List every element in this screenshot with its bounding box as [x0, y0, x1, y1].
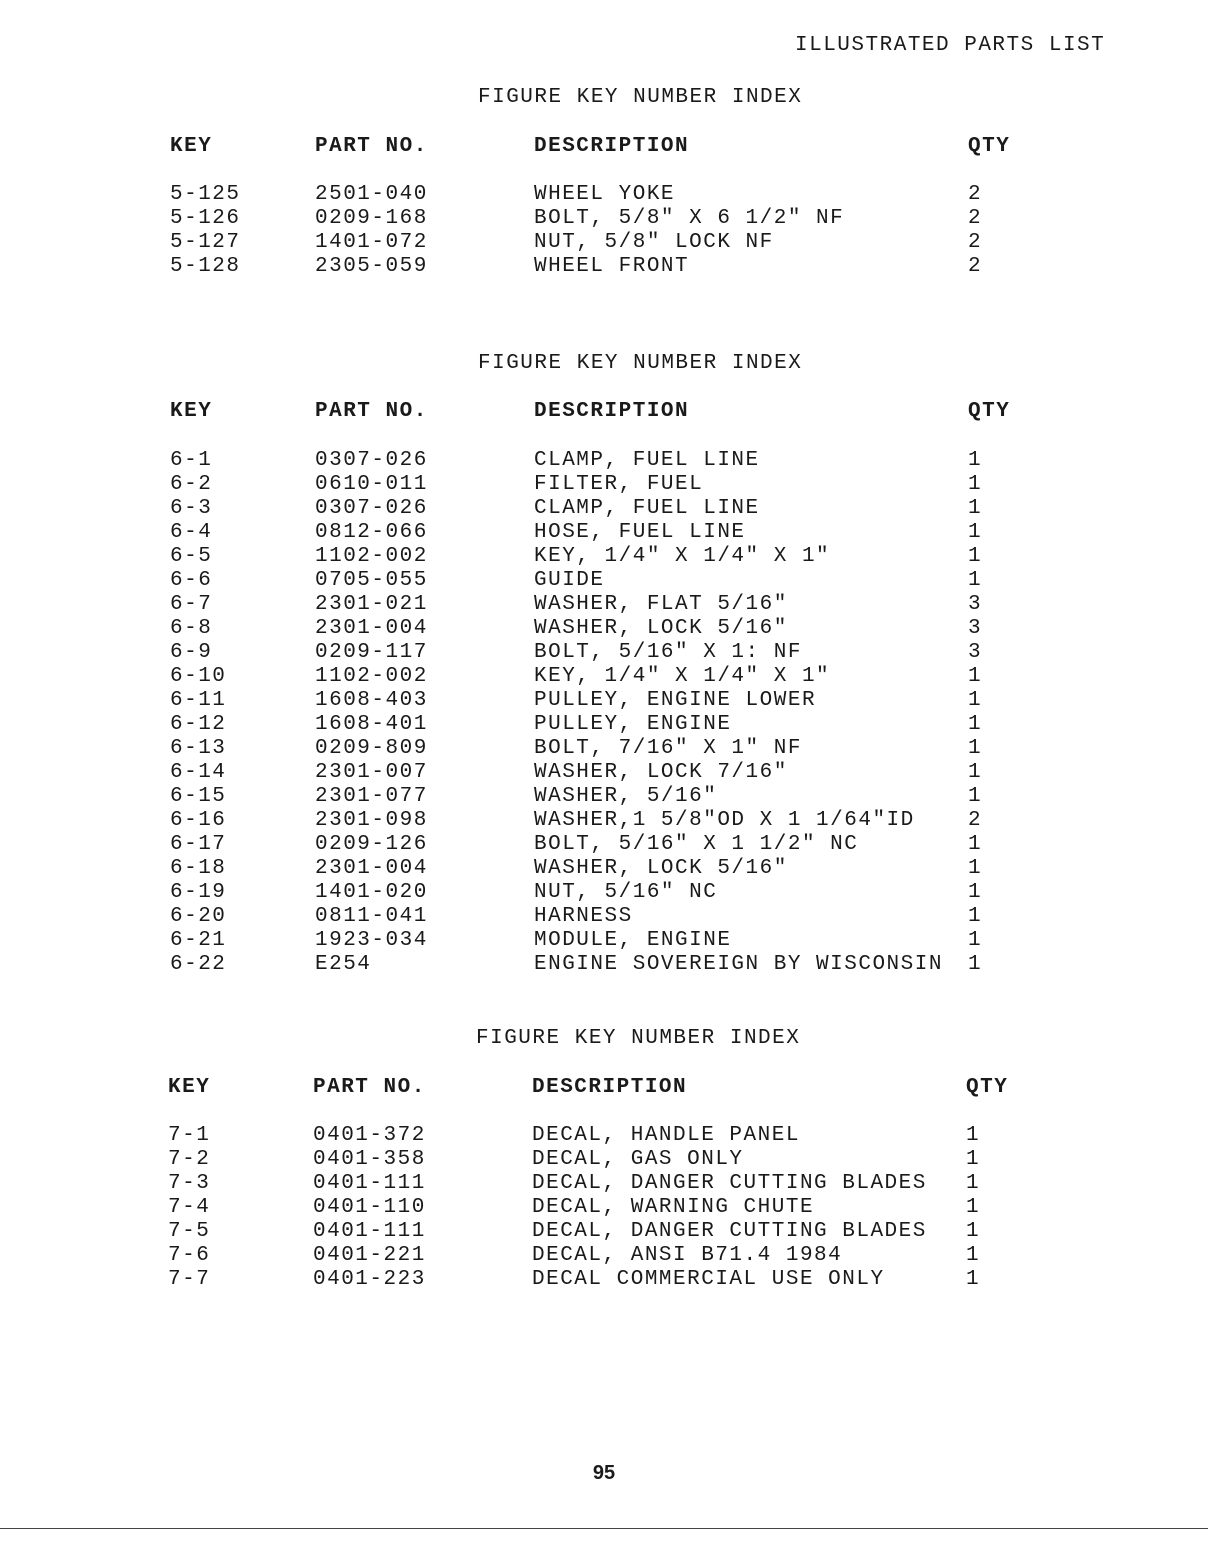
table-row	[0, 1196, 1206, 1220]
qty-cell: 1	[968, 857, 983, 880]
qty-cell: 1	[968, 545, 983, 568]
part-number-cell: 0401-358	[313, 1148, 426, 1171]
part-number-cell: 0610-011	[315, 473, 428, 496]
table-row	[0, 207, 1208, 231]
table-row	[0, 641, 1208, 665]
key-cell: 6-11	[170, 689, 227, 712]
description-cell: CLAMP, FUEL LINE	[534, 449, 760, 472]
key-cell: 6-22	[170, 953, 227, 976]
qty-cell: 3	[968, 641, 983, 664]
table-row	[0, 833, 1208, 857]
part-number-cell: 2301-021	[315, 593, 428, 616]
part-number-cell: 0209-809	[315, 737, 428, 760]
table-row	[0, 617, 1208, 641]
part-number-cell: 0401-223	[313, 1268, 426, 1291]
description-cell: BOLT, 5/16" X 1: NF	[534, 641, 802, 664]
table-row	[0, 255, 1208, 279]
key-cell: 6-13	[170, 737, 227, 760]
description-cell: WASHER, FLAT 5/16"	[534, 593, 788, 616]
table-row	[0, 929, 1208, 953]
qty-cell: 1	[968, 713, 983, 736]
part-number-cell: 0401-111	[313, 1220, 426, 1243]
key-cell: 7-3	[168, 1172, 211, 1195]
table-row	[0, 1268, 1206, 1292]
key-cell: 6-15	[170, 785, 227, 808]
table-row	[0, 521, 1208, 545]
description-cell: NUT, 5/16" NC	[534, 881, 718, 904]
description-cell: GUIDE	[534, 569, 605, 592]
footer-divider	[0, 1528, 1208, 1529]
key-cell: 6-19	[170, 881, 227, 904]
table-row	[0, 905, 1208, 929]
part-number-cell: 0307-026	[315, 497, 428, 520]
qty-cell: 2	[968, 207, 983, 230]
description-cell: ENGINE SOVEREIGN BY WISCONSIN	[534, 953, 943, 976]
column-header-key: KEY	[170, 400, 213, 423]
table-row	[0, 473, 1208, 497]
qty-cell: 1	[966, 1244, 981, 1267]
qty-cell: 2	[968, 183, 983, 206]
table-row	[0, 231, 1208, 255]
part-number-cell: 2501-040	[315, 183, 428, 206]
description-cell: WHEEL YOKE	[534, 183, 676, 206]
qty-cell: 1	[968, 449, 983, 472]
key-cell: 7-7	[168, 1268, 211, 1291]
column-header-qty: QTY	[968, 135, 1011, 158]
description-cell: PULLEY, ENGINE LOWER	[534, 689, 817, 712]
key-cell: 7-4	[168, 1196, 211, 1219]
key-cell: 6-20	[170, 905, 227, 928]
part-number-cell: 0209-117	[315, 641, 428, 664]
key-cell: 7-6	[168, 1244, 211, 1267]
key-cell: 5-126	[170, 207, 241, 230]
table-row	[0, 593, 1208, 617]
description-cell: WASHER, LOCK 5/16"	[534, 857, 788, 880]
table-row	[0, 569, 1208, 593]
qty-cell: 1	[968, 761, 983, 784]
column-header-part: PART NO.	[315, 400, 428, 423]
part-number-cell: 2301-004	[315, 857, 428, 880]
part-number-cell: E254	[315, 953, 372, 976]
description-cell: NUT, 5/8" LOCK NF	[534, 231, 774, 254]
part-number-cell: 2301-007	[315, 761, 428, 784]
key-cell: 6-5	[170, 545, 213, 568]
description-cell: WASHER,1 5/8"OD X 1 1/64"ID	[534, 809, 915, 832]
key-cell: 6-9	[170, 641, 213, 664]
table-row	[0, 1172, 1206, 1196]
part-number-cell: 1608-401	[315, 713, 428, 736]
key-cell: 6-10	[170, 665, 227, 688]
table-row	[0, 785, 1208, 809]
qty-cell: 1	[966, 1124, 981, 1147]
description-cell: CLAMP, FUEL LINE	[534, 497, 760, 520]
table-row	[0, 809, 1208, 833]
key-cell: 7-5	[168, 1220, 211, 1243]
qty-cell: 1	[966, 1148, 981, 1171]
description-cell: PULLEY, ENGINE	[534, 713, 732, 736]
part-number-cell: 0209-168	[315, 207, 428, 230]
key-cell: 7-2	[168, 1148, 211, 1171]
key-cell: 6-17	[170, 833, 227, 856]
qty-cell: 1	[968, 881, 983, 904]
qty-cell: 1	[968, 737, 983, 760]
table-row	[0, 737, 1208, 761]
part-number-cell: 2301-098	[315, 809, 428, 832]
qty-cell: 1	[968, 521, 983, 544]
description-cell: DECAL, HANDLE PANEL	[532, 1124, 800, 1147]
key-cell: 5-128	[170, 255, 241, 278]
key-cell: 5-127	[170, 231, 241, 254]
part-number-cell: 0811-041	[315, 905, 428, 928]
qty-cell: 1	[968, 569, 983, 592]
qty-cell: 1	[966, 1196, 981, 1219]
description-cell: DECAL, GAS ONLY	[532, 1148, 744, 1171]
table-row	[0, 545, 1208, 569]
description-cell: WHEEL FRONT	[534, 255, 690, 278]
qty-cell: 1	[968, 473, 983, 496]
qty-cell: 1	[968, 905, 983, 928]
section-title: FIGURE KEY NUMBER INDEX	[476, 1027, 801, 1050]
key-cell: 6-21	[170, 929, 227, 952]
section-title: FIGURE KEY NUMBER INDEX	[478, 86, 803, 109]
key-cell: 6-4	[170, 521, 213, 544]
qty-cell: 1	[968, 689, 983, 712]
key-cell: 6-12	[170, 713, 227, 736]
qty-cell: 1	[968, 497, 983, 520]
part-number-cell: 2301-077	[315, 785, 428, 808]
description-cell: DECAL, ANSI B71.4 1984	[532, 1244, 843, 1267]
key-cell: 6-1	[170, 449, 213, 472]
description-cell: WASHER, LOCK 5/16"	[534, 617, 788, 640]
qty-cell: 1	[966, 1220, 981, 1243]
qty-cell: 2	[968, 809, 983, 832]
part-number-cell: 2301-004	[315, 617, 428, 640]
key-cell: 6-6	[170, 569, 213, 592]
part-number-cell: 0401-110	[313, 1196, 426, 1219]
column-header-description: DESCRIPTION	[532, 1076, 688, 1099]
page-header-title: ILLUSTRATED PARTS LIST	[795, 34, 1106, 57]
description-cell: DECAL, WARNING CHUTE	[532, 1196, 815, 1219]
column-header-part: PART NO.	[315, 135, 428, 158]
key-cell: 6-3	[170, 497, 213, 520]
table-row	[0, 1220, 1206, 1244]
table-row	[0, 665, 1208, 689]
part-number-cell: 1923-034	[315, 929, 428, 952]
part-number-cell: 1608-403	[315, 689, 428, 712]
key-cell: 6-18	[170, 857, 227, 880]
qty-cell: 1	[968, 953, 983, 976]
part-number-cell: 0401-221	[313, 1244, 426, 1267]
key-cell: 5-125	[170, 183, 241, 206]
part-number-cell: 0209-126	[315, 833, 428, 856]
table-row	[0, 1124, 1206, 1148]
qty-cell: 1	[968, 665, 983, 688]
table-row	[0, 953, 1208, 977]
table-row	[0, 761, 1208, 785]
qty-cell: 3	[968, 617, 983, 640]
part-number-cell: 2305-059	[315, 255, 428, 278]
description-cell: FILTER, FUEL	[534, 473, 704, 496]
qty-cell: 2	[968, 255, 983, 278]
description-cell: HARNESS	[534, 905, 633, 928]
description-cell: MODULE, ENGINE	[534, 929, 732, 952]
key-cell: 6-8	[170, 617, 213, 640]
part-number-cell: 0307-026	[315, 449, 428, 472]
column-header-qty: QTY	[968, 400, 1011, 423]
description-cell: BOLT, 7/16" X 1" NF	[534, 737, 802, 760]
description-cell: DECAL COMMERCIAL USE ONLY	[532, 1268, 885, 1291]
part-number-cell: 0401-111	[313, 1172, 426, 1195]
description-cell: KEY, 1/4" X 1/4" X 1"	[534, 545, 831, 568]
description-cell: WASHER, 5/16"	[534, 785, 718, 808]
description-cell: WASHER, LOCK 7/16"	[534, 761, 788, 784]
table-row	[0, 449, 1208, 473]
part-number-cell: 1401-072	[315, 231, 428, 254]
table-row	[0, 713, 1208, 737]
column-header-key: KEY	[168, 1076, 211, 1099]
description-cell: BOLT, 5/8" X 6 1/2" NF	[534, 207, 845, 230]
description-cell: BOLT, 5/16" X 1 1/2" NC	[534, 833, 859, 856]
part-number-cell: 1102-002	[315, 545, 428, 568]
page-number: 95	[592, 1462, 616, 1484]
description-cell: HOSE, FUEL LINE	[534, 521, 746, 544]
key-cell: 7-1	[168, 1124, 211, 1147]
part-number-cell: 0401-372	[313, 1124, 426, 1147]
column-header-part: PART NO.	[313, 1076, 426, 1099]
table-row	[0, 1148, 1206, 1172]
description-cell: DECAL, DANGER CUTTING BLADES	[532, 1172, 927, 1195]
section-title: FIGURE KEY NUMBER INDEX	[478, 352, 803, 375]
description-cell: DECAL, DANGER CUTTING BLADES	[532, 1220, 927, 1243]
description-cell: KEY, 1/4" X 1/4" X 1"	[534, 665, 831, 688]
key-cell: 6-7	[170, 593, 213, 616]
key-cell: 6-2	[170, 473, 213, 496]
table-row	[0, 1244, 1206, 1268]
qty-cell: 1	[966, 1172, 981, 1195]
part-number-cell: 0705-055	[315, 569, 428, 592]
column-header-key: KEY	[170, 135, 213, 158]
part-number-cell: 1102-002	[315, 665, 428, 688]
part-number-cell: 1401-020	[315, 881, 428, 904]
part-number-cell: 0812-066	[315, 521, 428, 544]
column-header-description: DESCRIPTION	[534, 400, 690, 423]
qty-cell: 1	[966, 1268, 981, 1291]
qty-cell: 2	[968, 231, 983, 254]
key-cell: 6-16	[170, 809, 227, 832]
column-header-description: DESCRIPTION	[534, 135, 690, 158]
table-row	[0, 497, 1208, 521]
column-header-qty: QTY	[966, 1076, 1009, 1099]
qty-cell: 1	[968, 785, 983, 808]
qty-cell: 3	[968, 593, 983, 616]
key-cell: 6-14	[170, 761, 227, 784]
table-row	[0, 881, 1208, 905]
qty-cell: 1	[968, 833, 983, 856]
qty-cell: 1	[968, 929, 983, 952]
table-row	[0, 183, 1208, 207]
table-row	[0, 689, 1208, 713]
table-row	[0, 857, 1208, 881]
